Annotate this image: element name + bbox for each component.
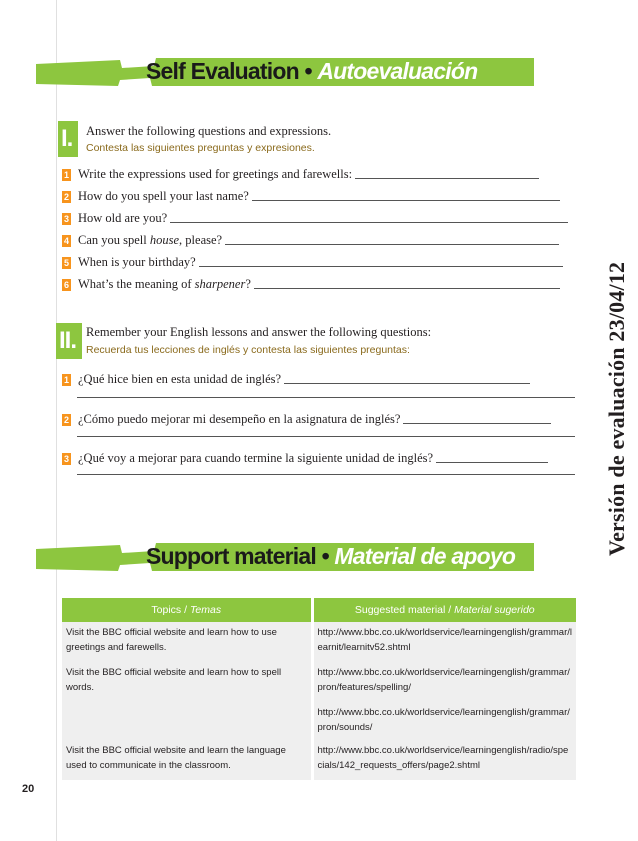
answer-line[interactable] <box>225 244 559 245</box>
question-2-2 <box>62 410 551 426</box>
answer-line[interactable] <box>77 436 575 437</box>
topic-cell: Visit the BBC official website and learn how to spell words. <box>62 662 312 702</box>
question-text: When is your birthday? <box>78 255 196 269</box>
table-row <box>62 740 576 780</box>
question-1-1 <box>62 165 539 181</box>
question-number: 5 <box>63 258 69 268</box>
answer-line[interactable] <box>436 462 548 463</box>
answer-line[interactable] <box>284 383 530 384</box>
question-2-3 <box>62 449 548 465</box>
answer-line[interactable] <box>77 397 575 398</box>
page-number: 20 <box>22 783 35 795</box>
section-2-intro-en: Remember your English lessons and answer the following questions: <box>86 325 432 339</box>
question-number: 3 <box>63 454 69 464</box>
material-link[interactable]: http://www.bbc.co.uk/worldservice/learningenglish/grammar/pron/sounds/ <box>312 702 576 740</box>
question-number: 1 <box>63 375 69 385</box>
answer-line[interactable] <box>170 222 568 223</box>
support-material-banner <box>36 541 534 573</box>
topic-cell: Visit the BBC official website and learn the language used to communicate in the classroom. <box>62 740 312 780</box>
answer-line[interactable] <box>77 474 575 475</box>
material-link[interactable]: http://www.bbc.co.uk/worldservice/learningenglish/radio/specials/142_requests_offers/page2.shtml <box>312 740 576 780</box>
material-link[interactable]: http://www.bbc.co.uk/worldservice/learningenglish/grammar/learnit/learnitv52.shtml <box>312 622 576 662</box>
page-margin-line <box>56 0 57 841</box>
question-text: ¿Cómo puedo mejorar mi desempeño en la asignatura de inglés? <box>78 412 401 426</box>
self-evaluation-banner <box>36 56 534 88</box>
answer-line[interactable] <box>254 288 560 289</box>
answer-line[interactable] <box>355 178 539 179</box>
question-text: What’s the meaning of sharpener? <box>78 277 251 291</box>
section-1-intro-es: Contesta las siguientes preguntas y expresiones. <box>86 142 315 154</box>
version-side-label: Versión de evaluación 23/04/12 <box>604 261 629 556</box>
question-text: ¿Qué voy a mejorar para cuando termine la siguiente unidad de inglés? <box>78 451 434 465</box>
answer-line[interactable] <box>252 200 560 201</box>
table-row <box>62 622 576 662</box>
question-text: Can you spell house, please? <box>78 233 223 247</box>
question-number: 4 <box>63 236 69 246</box>
question-number: 2 <box>63 192 69 202</box>
question-text: Write the expressions used for greetings and farewells: <box>78 167 353 181</box>
question-2-1 <box>62 370 530 386</box>
question-number: 6 <box>63 280 69 290</box>
column-header-topics: Topics / Temas <box>62 598 312 622</box>
topic-cell: Visit the BBC official website and learn how to use greetings and farewells. <box>62 622 312 662</box>
question-1-3 <box>62 209 568 225</box>
question-1-6 <box>62 275 560 291</box>
banner-title-en: Self Evaluation <box>146 58 299 84</box>
banner-title-en: Support material <box>146 543 316 569</box>
table-row <box>62 702 576 740</box>
section-1-intro-en: Answer the following questions and expressions. <box>86 124 332 138</box>
section-2-intro-es: Recuerda tus lecciones de inglés y contesta las siguientes preguntas: <box>86 344 410 356</box>
question-1-5 <box>62 253 563 269</box>
support-material-table <box>62 598 576 780</box>
column-header-material: Suggested material / Material sugerido <box>312 598 576 622</box>
topic-cell <box>62 702 312 740</box>
material-link[interactable]: http://www.bbc.co.uk/worldservice/learningenglish/grammar/pron/features/spelling/ <box>312 662 576 702</box>
banner-title-es: Autoevaluación <box>317 58 478 84</box>
question-number: 3 <box>63 214 69 224</box>
question-text: How old are you? <box>78 211 168 225</box>
banner-title-es: Material de apoyo <box>334 543 516 569</box>
question-text: How do you spell your last name? <box>78 189 249 203</box>
section-2-numeral: II. <box>56 323 82 359</box>
question-1-2 <box>62 187 560 203</box>
banner-dot: • <box>321 543 329 569</box>
section-1-numeral: I. <box>58 121 78 157</box>
answer-line[interactable] <box>199 266 563 267</box>
banner-dot: • <box>304 58 312 84</box>
question-1-4 <box>62 231 559 247</box>
table-header-row <box>62 598 576 622</box>
question-number: 2 <box>63 415 69 425</box>
question-number: 1 <box>63 170 69 180</box>
table-row <box>62 662 576 702</box>
question-text: ¿Qué hice bien en esta unidad de inglés? <box>78 372 282 386</box>
answer-line[interactable] <box>403 423 551 424</box>
